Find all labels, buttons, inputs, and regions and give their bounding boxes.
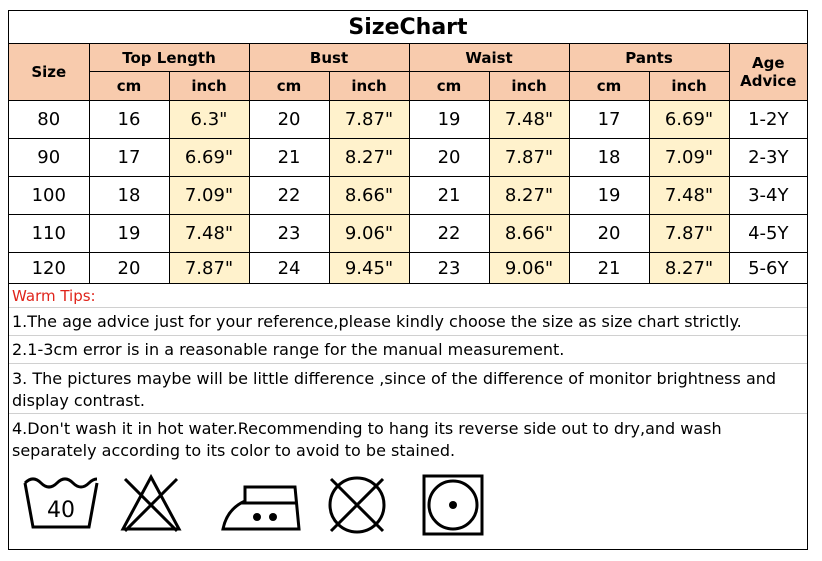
pants-inch-cell: 6.69" (649, 101, 729, 139)
pants-cm-cell: 17 (569, 101, 649, 139)
pants-inch-cell: 8.27" (649, 253, 729, 284)
waist-inch-cell: 8.66" (489, 215, 569, 253)
waist-header: Waist (409, 44, 569, 72)
age-cell: 3-4Y (729, 177, 807, 215)
bust-cm-cell: 23 (249, 215, 329, 253)
unit-inch-header: inch (489, 72, 569, 101)
bust-inch-cell: 8.27" (329, 139, 409, 177)
top-cm-cell: 18 (89, 177, 169, 215)
waist-cm-cell: 21 (409, 177, 489, 215)
waist-inch-cell: 7.87" (489, 139, 569, 177)
bust-cm-cell: 21 (249, 139, 329, 177)
warm-tips-heading: Warm Tips: (9, 285, 807, 308)
bust-cm-cell: 20 (249, 101, 329, 139)
age-cell: 4-5Y (729, 215, 807, 253)
bust-inch-cell: 9.06" (329, 215, 409, 253)
size-header: Size (9, 44, 89, 101)
unit-inch-header: inch (649, 72, 729, 101)
top-inch-cell: 6.69" (169, 139, 249, 177)
age-cell: 5-6Y (729, 253, 807, 284)
tip-item: 3. The pictures maybe will be little difference ,since of the difference of monitor brightness and display contrast. (9, 364, 807, 414)
pants-cm-cell: 19 (569, 177, 649, 215)
top-cm-cell: 19 (89, 215, 169, 253)
bust-cm-cell: 24 (249, 253, 329, 284)
pants-inch-cell: 7.87" (649, 215, 729, 253)
age-advice-header (729, 44, 807, 101)
table-row (9, 177, 807, 215)
bust-inch-cell: 8.66" (329, 177, 409, 215)
age-cell: 1-2Y (729, 101, 807, 139)
age-cell: 2-3Y (729, 139, 807, 177)
top-cm-cell: 20 (89, 253, 169, 284)
bust-inch-cell: 7.87" (329, 101, 409, 139)
do-not-bleach-icon (119, 473, 183, 535)
unit-cm-header: cm (569, 72, 649, 101)
tip-item: 2.1-3cm error is in a reasonable range for the manual measurement. (9, 336, 807, 364)
bust-cm-cell: 22 (249, 177, 329, 215)
size-cell: 80 (9, 101, 89, 139)
tumble-dry-medium-icon (421, 473, 485, 537)
size-cell: 90 (9, 139, 89, 177)
waist-cm-cell: 19 (409, 101, 489, 139)
tip-item: 4.Don't wash it in hot water.Recommending to hang its reverse side out to dry,and wash separately according to its color to avoid to be stained. (12, 419, 722, 460)
unit-inch-header: inch (329, 72, 409, 101)
top-cm-cell: 16 (89, 101, 169, 139)
wash-40-icon (21, 473, 101, 535)
pants-cm-cell: 18 (569, 139, 649, 177)
top-inch-cell: 7.87" (169, 253, 249, 284)
unit-cm-header: cm (249, 72, 329, 101)
pants-header: Pants (569, 44, 729, 72)
iron-medium-icon (219, 473, 305, 535)
bust-inch-cell: 9.45" (329, 253, 409, 284)
age-header-line2: Advice (740, 72, 797, 90)
age-header-line1: Age (752, 54, 785, 72)
pants-cm-cell: 20 (569, 215, 649, 253)
size-chart-frame (8, 10, 808, 550)
top-length-header: Top Length (89, 44, 249, 72)
size-cell: 110 (9, 215, 89, 253)
table-row (9, 215, 807, 253)
pants-inch-cell: 7.48" (649, 177, 729, 215)
top-inch-cell: 7.48" (169, 215, 249, 253)
waist-inch-cell: 9.06" (489, 253, 569, 284)
waist-cm-cell: 23 (409, 253, 489, 284)
size-table (9, 44, 807, 284)
waist-inch-cell: 8.27" (489, 177, 569, 215)
top-inch-cell: 6.3" (169, 101, 249, 139)
top-cm-cell: 17 (89, 139, 169, 177)
do-not-dry-clean-icon (325, 473, 389, 537)
table-row (9, 139, 807, 177)
warm-tips-section (9, 285, 807, 466)
tip-item: 1.The age advice just for your reference,please kindly choose the size as size chart strictly. (9, 308, 807, 336)
size-cell: 120 (9, 253, 89, 284)
care-icons-row (9, 463, 807, 549)
unit-inch-header: inch (169, 72, 249, 101)
table-row (9, 101, 807, 139)
unit-cm-header: cm (409, 72, 489, 101)
chart-title: SizeChart (9, 11, 807, 44)
wash-temp-label: 40 (47, 498, 75, 523)
pants-inch-cell: 7.09" (649, 139, 729, 177)
waist-cm-cell: 22 (409, 215, 489, 253)
top-inch-cell: 7.09" (169, 177, 249, 215)
table-row (9, 253, 807, 284)
unit-cm-header: cm (89, 72, 169, 101)
waist-inch-cell: 7.48" (489, 101, 569, 139)
waist-cm-cell: 20 (409, 139, 489, 177)
pants-cm-cell: 21 (569, 253, 649, 284)
bust-header: Bust (249, 44, 409, 72)
size-cell: 100 (9, 177, 89, 215)
